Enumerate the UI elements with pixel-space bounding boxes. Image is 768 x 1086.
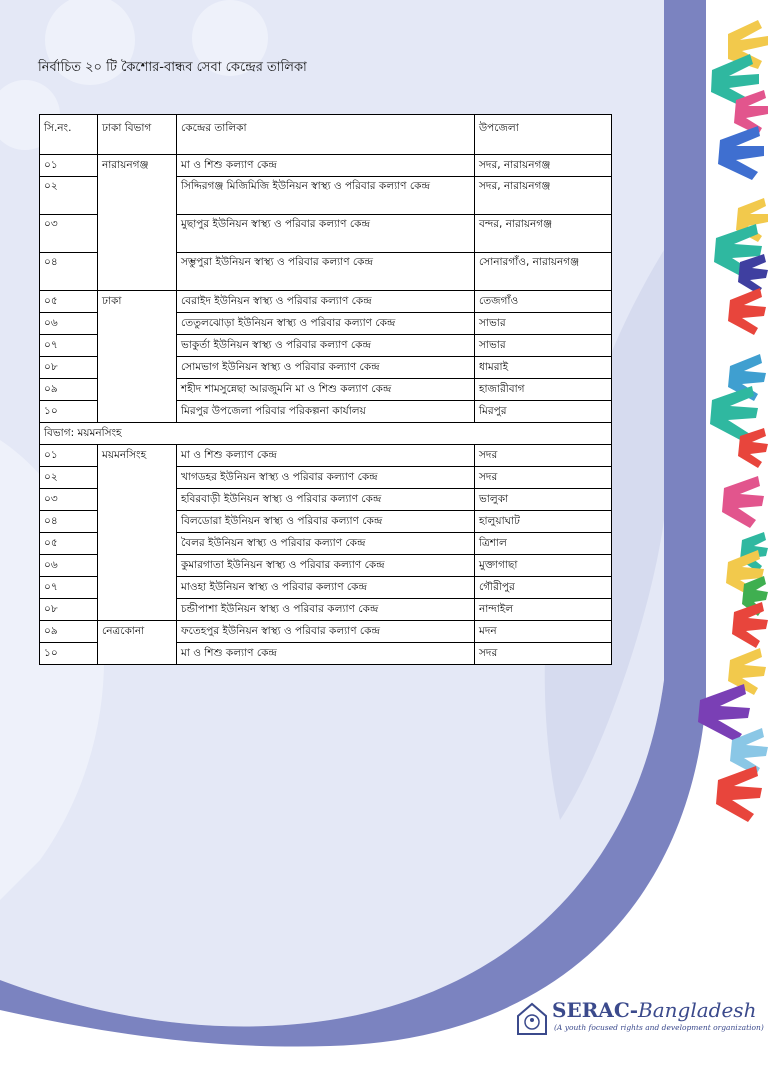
upazila-cell: সোনারগাঁও, নারায়নগঞ্জ (475, 253, 612, 291)
logo-name: SERAC-Bangladesh (552, 998, 757, 1022)
header-serial: সি.নং. (40, 115, 98, 155)
table-row (40, 155, 612, 177)
serial-cell: ০৯ (40, 621, 98, 643)
serial-cell: ০৫ (40, 291, 98, 313)
serial-cell: ০৪ (40, 253, 98, 291)
upazila-cell: সদর, নারায়নগঞ্জ (475, 155, 612, 177)
center-name-cell: সিদ্দিরগঞ্জ মিজিমিজি ইউনিয়ন স্বাস্থ্য ও পরিবার কল্যাণ কেন্দ্র (177, 177, 475, 215)
upazila-cell: ত্রিশাল (475, 533, 612, 555)
upazila-cell: মুক্তাগাছা (475, 555, 612, 577)
serac-logo (514, 998, 764, 1042)
house-emblem-icon (514, 1000, 550, 1036)
upazila-cell: সদর (475, 467, 612, 489)
center-name-cell: তেতুলঝোড়া ইউনিয়ন স্বাস্থ্য ও পরিবার কল্যাণ কেন্দ্র (177, 313, 475, 335)
serial-cell: ০৭ (40, 335, 98, 357)
hands-icon (698, 20, 768, 822)
upazila-cell: নান্দাইল (475, 599, 612, 621)
district-cell: ময়মনসিংহ (98, 445, 177, 621)
centers-table-container (39, 114, 611, 665)
serial-cell: ০৪ (40, 511, 98, 533)
serial-cell: ০১ (40, 445, 98, 467)
upazila-cell: ধামরাই (475, 357, 612, 379)
center-name-cell: মাওহা ইউনিয়ন স্বাস্থ্য ও পরিবার কল্যাণ কেন্দ্র (177, 577, 475, 599)
upazila-cell: সদর (475, 643, 612, 665)
center-name-cell: ফতেহপুর ইউনিয়ন স্বাস্থ্য ও পরিবার কল্যাণ কেন্দ্র (177, 621, 475, 643)
section-label: বিভাগ: ময়মনসিংহ (40, 423, 612, 445)
center-name-cell: বেরাইদ ইউনিয়ন স্বাস্থ্য ও পরিবার কল্যাণ কেন্দ্র (177, 291, 475, 313)
serial-cell: ০৯ (40, 379, 98, 401)
table-row (40, 291, 612, 313)
center-name-cell: সোমভাগ ইউনিয়ন স্বাস্থ্য ও পরিবার কল্যাণ কেন্দ্র (177, 357, 475, 379)
center-name-cell: হবিরবাড়ী ইউনিয়ন স্বাস্থ্য ও পরিবার কল্যাণ কেন্দ্র (177, 489, 475, 511)
center-name-cell: কুমারগাতা ইউনিয়ন স্বাস্থ্য ও পরিবার কল্যাণ কেন্দ্র (177, 555, 475, 577)
serial-cell: ০৩ (40, 489, 98, 511)
district-cell: নারায়নগঞ্জ (98, 155, 177, 291)
district-cell: নেত্রকোনা (98, 621, 177, 665)
table-row (40, 621, 612, 643)
serial-cell: ১০ (40, 401, 98, 423)
upazila-cell: ভালুকা (475, 489, 612, 511)
center-name-cell: মিরপুর উপজেলা পরিবার পরিকল্পনা কার্যালয় (177, 401, 475, 423)
center-name-cell: ভাকুর্তা ইউনিয়ন স্বাস্থ্য ও পরিবার কল্যাণ কেন্দ্র (177, 335, 475, 357)
serial-cell: ০৭ (40, 577, 98, 599)
center-name-cell: সম্ভুপুরা ইউনিয়ন স্বাস্থ্য ও পরিবার কল্যাণ কেন্দ্র (177, 253, 475, 291)
centers-table (39, 114, 612, 665)
section-row (40, 423, 612, 445)
serial-cell: ০১ (40, 155, 98, 177)
center-name-cell: খাগডহর ইউনিয়ন স্বাস্থ্য ও পরিবার কল্যাণ কেন্দ্র (177, 467, 475, 489)
upazila-cell: বন্দর, নারায়নগঞ্জ (475, 215, 612, 253)
upazila-cell: মিরপুর (475, 401, 612, 423)
header-division: ঢাকা বিভাগ (98, 115, 177, 155)
center-name-cell: চন্ডীপাশা ইউনিয়ন স্বাস্থ্য ও পরিবার কল্যাণ কেন্দ্র (177, 599, 475, 621)
serial-cell: ১০ (40, 643, 98, 665)
serial-cell: ০৬ (40, 313, 98, 335)
upazila-cell: হালুয়াঘাট (475, 511, 612, 533)
center-name-cell: মা ও শিশু কল্যাণ কেন্দ্র (177, 445, 475, 467)
upazila-cell: সাভার (475, 335, 612, 357)
center-name-cell: বিলডোরা ইউনিয়ন স্বাস্থ্য ও পরিবার কল্যাণ কেন্দ্র (177, 511, 475, 533)
serial-cell: ০৩ (40, 215, 98, 253)
header-center: কেন্দ্রের তালিকা (177, 115, 475, 155)
center-name-cell: মা ও শিশু কল্যাণ কেন্দ্র (177, 155, 475, 177)
table-row (40, 445, 612, 467)
table-header-row (40, 115, 612, 155)
center-name-cell: মুছাপুর ইউনিয়ন স্বাস্থ্য ও পরিবার কল্যাণ কেন্দ্র (177, 215, 475, 253)
upazila-cell: হাজারীবাগ (475, 379, 612, 401)
serial-cell: ০৮ (40, 357, 98, 379)
upazila-cell: সদর (475, 445, 612, 467)
district-cell: ঢাকা (98, 291, 177, 423)
upazila-cell: সাভার (475, 313, 612, 335)
center-name-cell: শহীদ শামসুন্নেছা আরজুমনি মা ও শিশু কল্যাণ কেন্দ্র (177, 379, 475, 401)
upazila-cell: সদর, নারায়নগঞ্জ (475, 177, 612, 215)
serial-cell: ০৫ (40, 533, 98, 555)
upazila-cell: তেজগাঁও (475, 291, 612, 313)
center-name-cell: বৈলর ইউনিয়ন স্বাস্থ্য ও পরিবার কল্যাণ কেন্দ্র (177, 533, 475, 555)
header-upazila: উপজেলা (475, 115, 612, 155)
serial-cell: ০৬ (40, 555, 98, 577)
upazila-cell: মদন (475, 621, 612, 643)
center-name-cell: মা ও শিশু কল্যাণ কেন্দ্র (177, 643, 475, 665)
serial-cell: ০৮ (40, 599, 98, 621)
serial-cell: ০২ (40, 467, 98, 489)
serial-cell: ০২ (40, 177, 98, 215)
upazila-cell: গৌরীপুর (475, 577, 612, 599)
logo-tagline: (A youth focused rights and development organization) (554, 1023, 764, 1032)
page-title: নির্বাচিত ২০ টি কৈশোর-বান্ধব সেবা কেন্দ্রের তালিকা (38, 60, 307, 75)
